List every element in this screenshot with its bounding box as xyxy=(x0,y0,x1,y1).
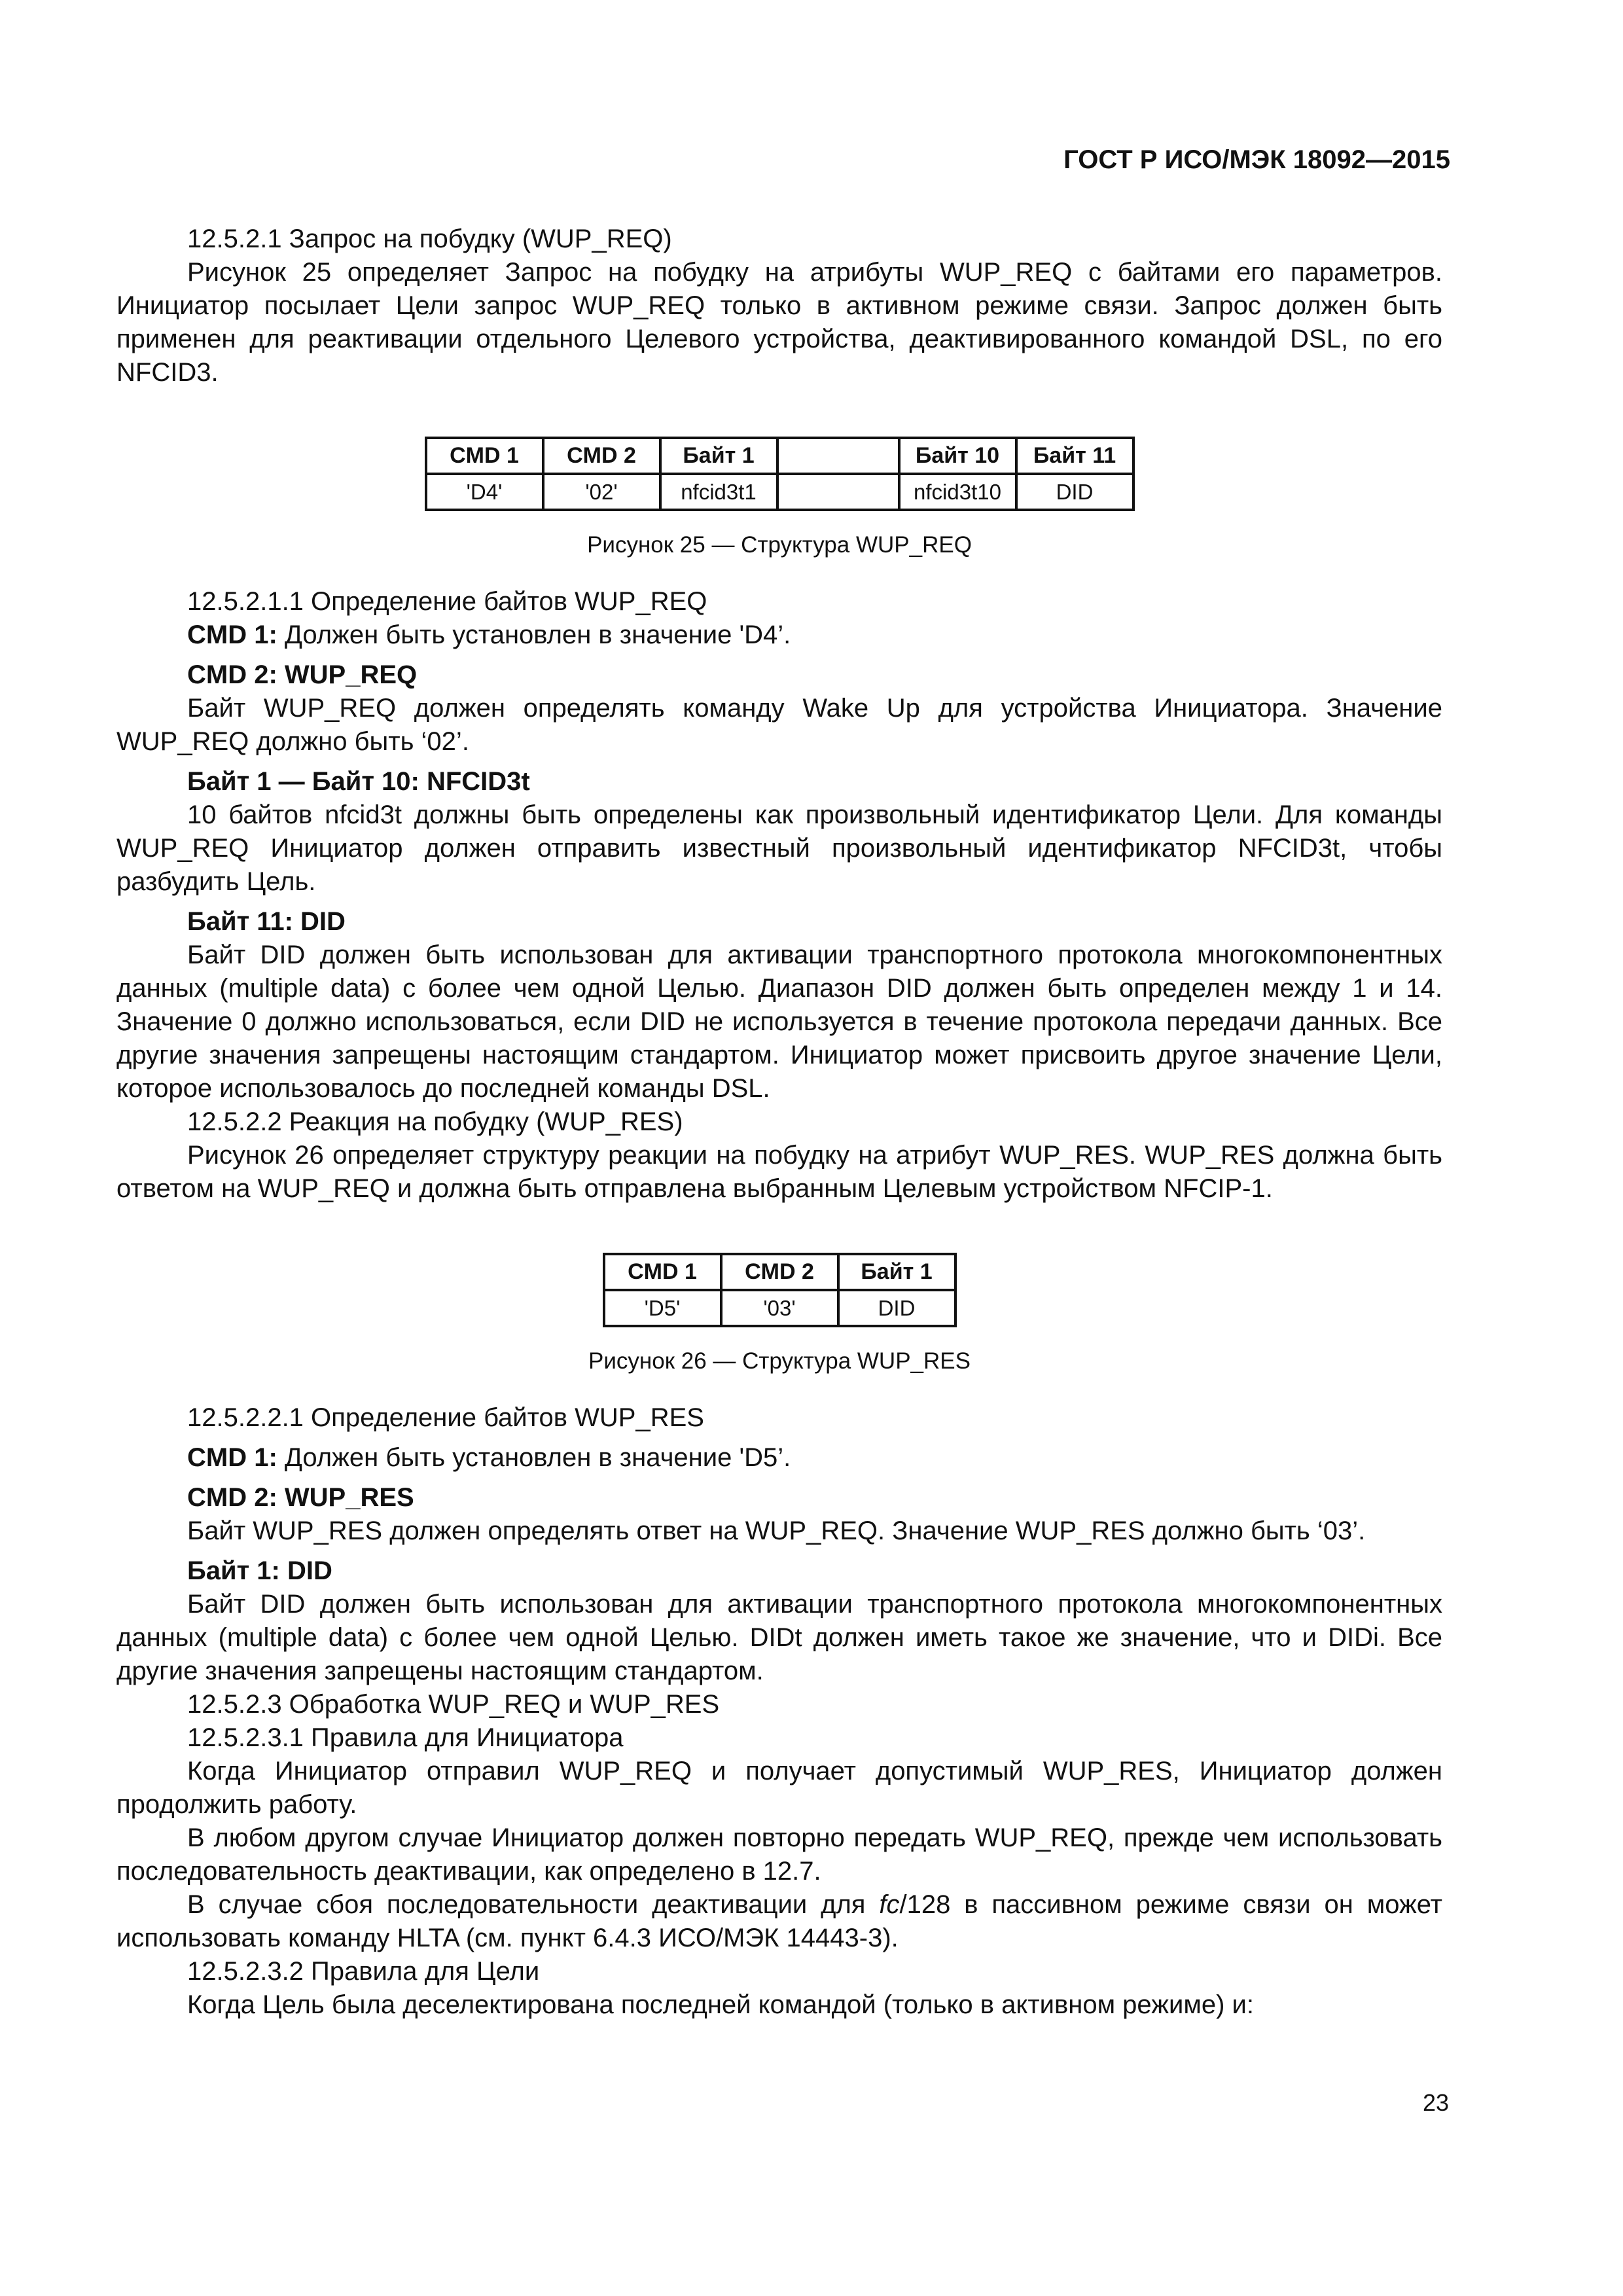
initiator-rule-3-part-b: /128 в пассивном режиме связи он может использовать команду HLTA (см. пункт 6.4.3 ИСО/МЭК 14443-3). xyxy=(116,1890,1442,1952)
paragraph-wup-req-intro: Рисунок 25 определяет Запрос на побудку на атрибуты WUP_REQ с байтами его параметров. Инициатор посылает Цели запрос WUP_REQ только в активном режиме связи. Запрос должен быть применен для реактивации отдельного Целевого устройства, деактивированного командой DSL, по его NFCID3. xyxy=(116,258,1442,387)
table-cell: nfcid3t10 xyxy=(899,474,1016,510)
table-header-cell xyxy=(777,438,899,474)
byte1-res-text: Байт DID должен быть использован для активации транспортного протокола многокомпонентных данных (multiple data) с более чем одной Целью. DIDt должен иметь такое же значение, что и DIDi. Все другие значения запрещены настоящим стандартом. xyxy=(116,1590,1442,1685)
table-header-cell: Байт 1 xyxy=(660,438,777,474)
table-cell: nfcid3t1 xyxy=(660,474,777,510)
table-header-cell: CMD 2 xyxy=(543,438,660,474)
section-title-12-5-2-3-1: 12.5.2.3.1 Правила для Инициатора xyxy=(187,1723,624,1752)
table-cell: 'D5' xyxy=(604,1290,721,1326)
document-id-header: ГОСТ Р ИСО/МЭК 18092—2015 xyxy=(1063,145,1450,174)
section-title-12-5-2-2-1: 12.5.2.2.1 Определение байтов WUP_RES xyxy=(187,1403,704,1432)
cmd1-res-text: Должен быть установлен в значение 'D5’. xyxy=(277,1443,791,1472)
cmd2-res-text: Байт WUP_RES должен определять ответ на WUP_REQ. Значение WUP_RES должно быть ‘03’. xyxy=(187,1516,1366,1545)
figure-25-caption: Рисунок 25 — Структура WUP_REQ xyxy=(587,532,972,558)
table-row xyxy=(426,474,1133,510)
table-header-cell: CMD 2 xyxy=(721,1254,838,1290)
table-header-cell: CMD 1 xyxy=(604,1254,721,1290)
cmd2-req-text: Байт WUP_REQ должен определять команду Wake Up для устройства Инициатора. Значение WUP_REQ должно быть ‘02’. xyxy=(116,694,1442,756)
initiator-rule-3-part-a: В случае сбоя последовательности деактивации для xyxy=(187,1890,880,1919)
table-header-row xyxy=(426,438,1133,474)
byte1-res-heading: Байт 1: DID xyxy=(187,1556,332,1585)
initiator-rule-2: В любом другом случае Инициатор должен повторно передать WUP_REQ, прежде чем использовать последовательность деактивации, как определено в 12.7. xyxy=(116,1823,1442,1886)
table-cell: DID xyxy=(838,1290,955,1326)
byte1-10-heading: Байт 1 — Байт 10: NFCID3t xyxy=(187,767,530,796)
cmd1-req-definition xyxy=(116,619,1442,652)
table-header-cell: CMD 1 xyxy=(426,438,543,474)
cmd2-req-heading: CMD 2: WUP_REQ xyxy=(187,660,418,689)
target-rule-intro: Когда Цель была деселектирована последней командой (только в активном режиме) и: xyxy=(187,1990,1254,2019)
section-title-12-5-2-3: 12.5.2.3 Обработка WUP_REQ и WUP_RES xyxy=(187,1690,720,1719)
section-title-12-5-2-1: 12.5.2.1 Запрос на побудку (WUP_REQ) xyxy=(187,224,672,253)
table-header-cell: Байт 1 xyxy=(838,1254,955,1290)
table-cell: '03' xyxy=(721,1290,838,1326)
cmd1-req-text: Должен быть установлен в значение 'D4’. xyxy=(277,620,791,649)
initiator-rule-3 xyxy=(116,1888,1442,1955)
table-header-cell: Байт 10 xyxy=(899,438,1016,474)
wup-res-structure-table xyxy=(603,1253,957,1327)
page-content xyxy=(116,223,1442,2022)
table-cell: '02' xyxy=(543,474,660,510)
section-title-12-5-2-3-2: 12.5.2.3.2 Правила для Цели xyxy=(187,1957,540,1986)
figure-26-caption: Рисунок 26 — Структура WUP_RES xyxy=(588,1348,971,1374)
cmd1-res-label: CMD 1: xyxy=(187,1443,277,1472)
table-header-row xyxy=(604,1254,955,1290)
table-row xyxy=(604,1290,955,1326)
initiator-rule-3-fc: fc xyxy=(879,1890,900,1919)
byte11-text: Байт DID должен быть использован для активации транспортного протокола многокомпонентных данных (multiple data) с более чем одной Целью. Диапазон DID должен быть определен между 1 и 14. Значение 0 должно использоваться, если DID не используется в течение протокола передачи данных. Все другие значения запрещены настоящим стандартом. Инициатор может присвоить другое значение Цели, которое использовалось до последней команды DSL. xyxy=(116,941,1442,1103)
table-cell: 'D4' xyxy=(426,474,543,510)
table-cell: DID xyxy=(1016,474,1133,510)
page-number: 23 xyxy=(1422,2089,1449,2116)
table-header-cell: Байт 11 xyxy=(1016,438,1133,474)
wup-req-structure-table xyxy=(425,437,1135,511)
figure-26 xyxy=(116,1253,1442,1378)
section-title-12-5-2-2: 12.5.2.2 Реакция на побудку (WUP_RES) xyxy=(187,1107,683,1136)
figure-25 xyxy=(116,437,1442,562)
byte1-10-text: 10 байтов nfcid3t должны быть определены как произвольный идентификатор Цели. Для команды WUP_REQ Инициатор должен отправить известный произвольный идентификатор NFCID3t, чтобы разбудить Цель. xyxy=(116,800,1442,896)
byte11-heading: Байт 11: DID xyxy=(187,907,346,936)
initiator-rule-1: Когда Инициатор отправил WUP_REQ и получает допустимый WUP_RES, Инициатор должен продолжить работу. xyxy=(116,1757,1442,1819)
section-title-12-5-2-1-1: 12.5.2.1.1 Определение байтов WUP_REQ xyxy=(187,587,707,616)
table-cell xyxy=(777,474,899,510)
cmd1-req-label: CMD 1: xyxy=(187,620,277,649)
paragraph-wup-res-intro: Рисунок 26 определяет структуру реакции на побудку на атрибут WUP_RES. WUP_RES должна быть ответом на WUP_REQ и должна быть отправлена выбранным Целевым устройством NFCIP-1. xyxy=(116,1141,1442,1203)
cmd1-res-definition xyxy=(116,1441,1442,1475)
cmd2-res-heading: CMD 2: WUP_RES xyxy=(187,1483,414,1512)
